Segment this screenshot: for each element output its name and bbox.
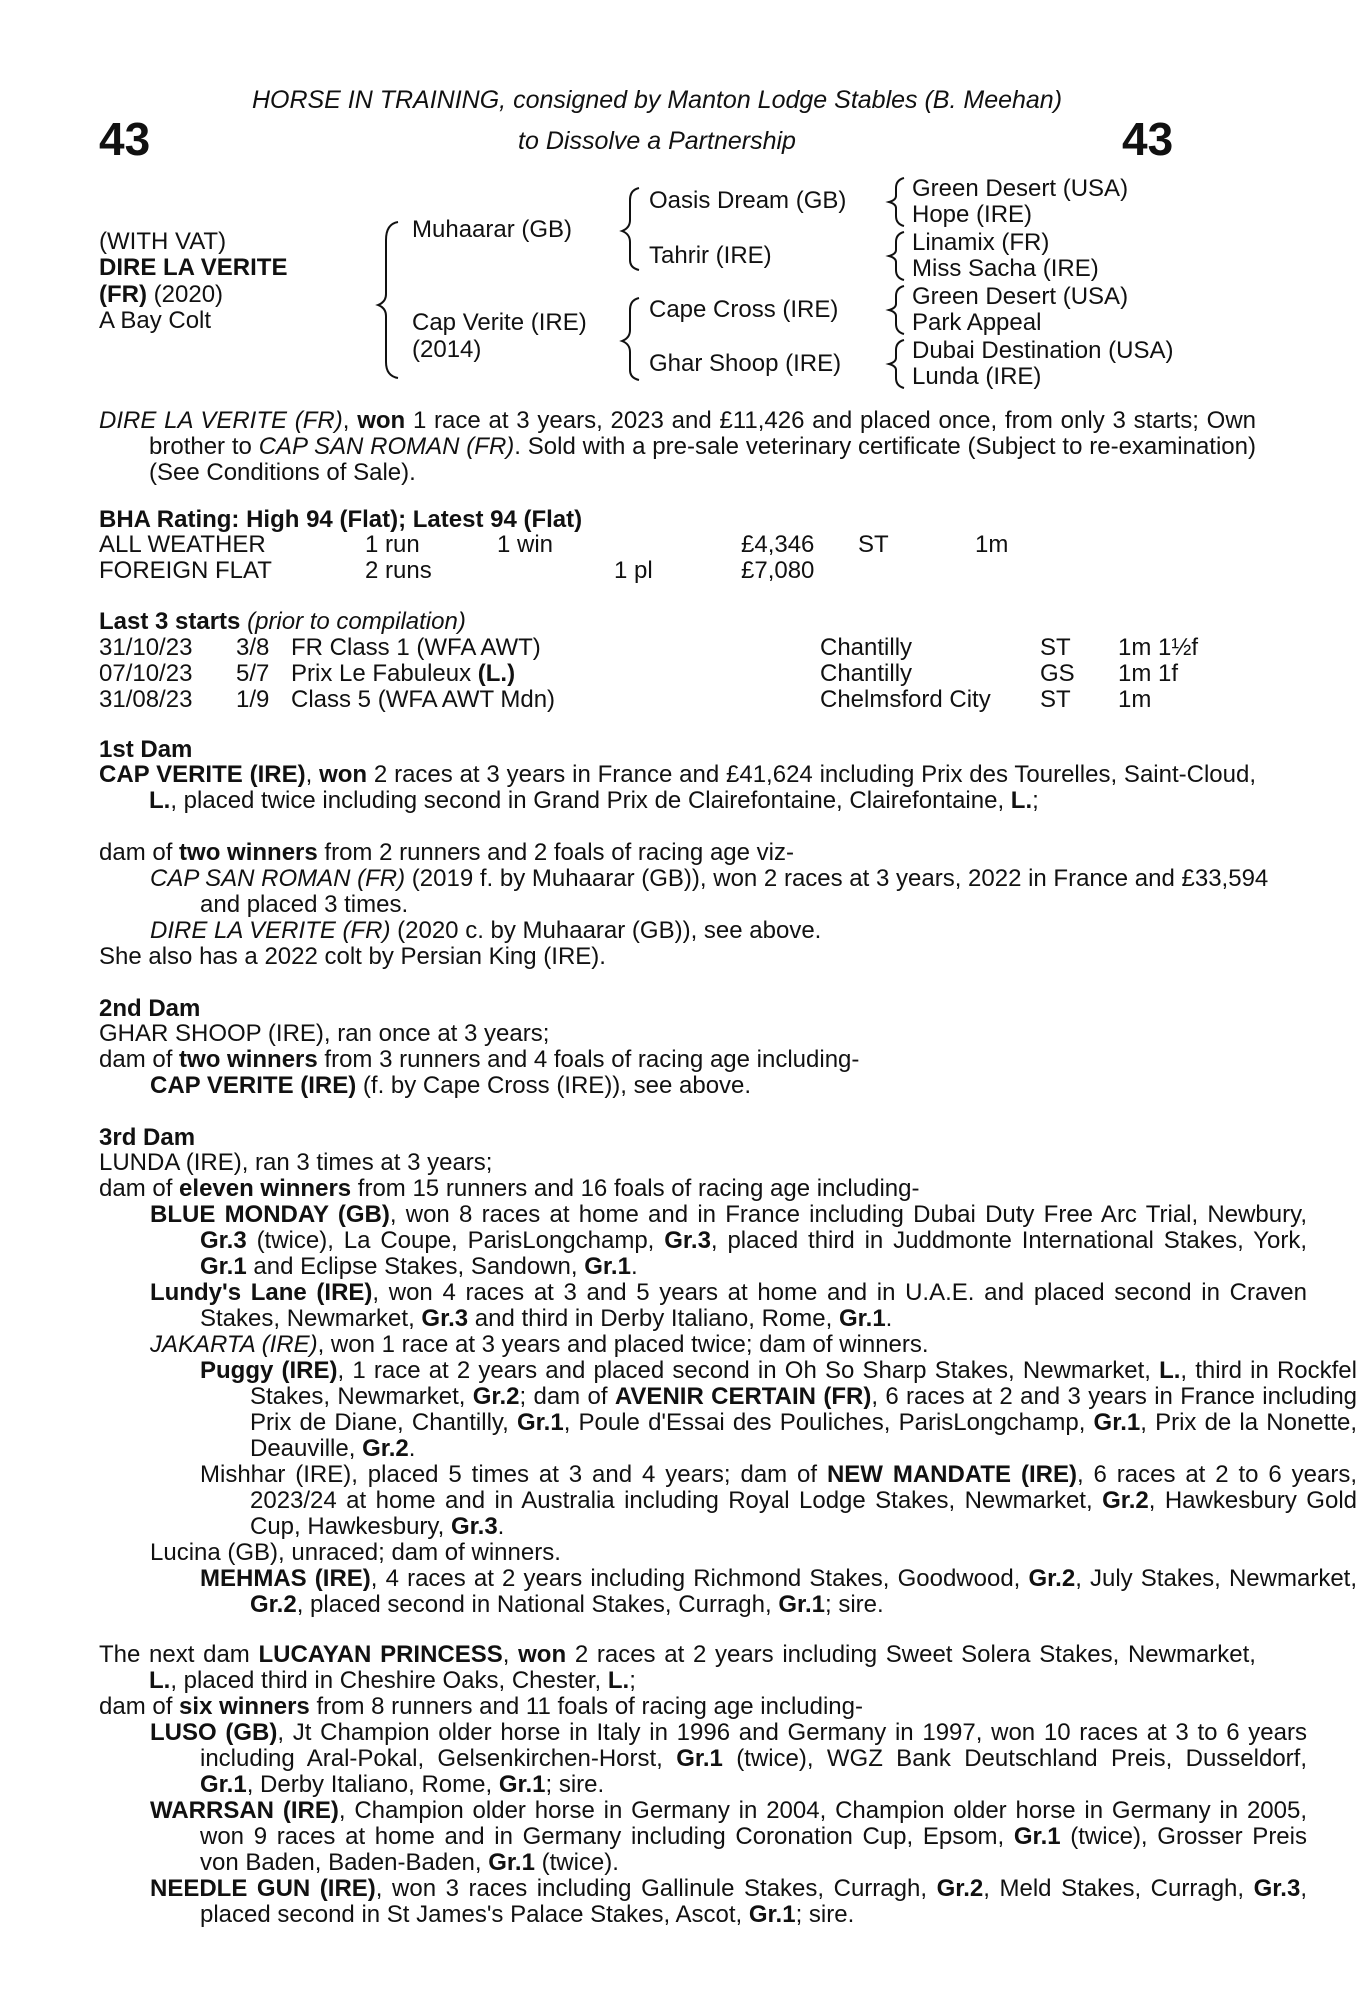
- start-position: 5/7: [236, 660, 270, 687]
- start-distance: 1m 1f: [1118, 660, 1179, 687]
- start-position: 1/9: [236, 686, 270, 713]
- header-subtitle: to Dissolve a Partnership: [518, 127, 796, 155]
- sire-dam-name: Tahrir (IRE): [649, 242, 772, 269]
- first-dam-record: CAP VERITE (IRE), won 2 races at 3 years in France and £41,624 including Prix des Tourelles, Saint-Cloud, L., placed twice including second in Grand Prix de Clairefontaine, Clairefontaine, L.;: [99, 761, 1257, 814]
- third-dam-heading: 3rd Dam: [99, 1124, 196, 1151]
- last-starts-title: Last 3 starts: [99, 608, 241, 635]
- second-dam-record: GHAR SHOOP (IRE), ran once at 3 years;: [99, 1020, 550, 1047]
- bha-runs: 1 run: [365, 531, 420, 558]
- bha-earnings: £4,346: [741, 531, 815, 558]
- next-dam-progeny: WARRSAN (IRE), Champion older horse in Germany in 2004, Champion older horse in Germany in 2005, won 9 races at home and in Germany including Coronation Cup, Epsom, Gr.1 (twice), Grosser Preis von Baden, Baden-Baden, Gr.1 (twice).: [150, 1797, 1308, 1876]
- sire-name: Muhaarar (GB): [412, 216, 573, 243]
- bha-placed: 1 pl: [614, 557, 653, 584]
- start-distance: 1m: [1118, 686, 1152, 713]
- granddaughter-progeny: Mishhar (IRE), placed 5 times at 3 and 4 years; dam of NEW MANDATE (IRE), 6 races at 2 to 6 years, 2023/24 at home and in Australia including Royal Lodge Stakes, Newmarket, Gr.2, Hawkesbury Gold Cup, Hawkesbury, Gr.3.: [200, 1461, 1357, 1540]
- bha-surface: ST: [858, 531, 889, 558]
- gen3-ancestor: Lunda (IRE): [912, 363, 1042, 390]
- bha-earnings: £7,080: [741, 557, 815, 584]
- sire-sire-name: Oasis Dream (GB): [649, 187, 847, 214]
- gen3-ancestor: Green Desert (USA): [912, 175, 1129, 202]
- bha-wins: 1 win: [497, 531, 554, 558]
- lot-number-left: 43: [99, 113, 151, 165]
- second-dam-progeny: CAP VERITE (IRE) (f. by Cape Cross (IRE)), see above.: [150, 1072, 752, 1099]
- third-dam-produce-summary: dam of eleven winners from 15 runners and 16 foals of racing age including-: [99, 1175, 920, 1202]
- first-dam-progeny: CAP SAN ROMAN (FR) (2019 f. by Muhaarar (GB)), won 2 races at 3 years, 2022 in France and £33,594 and placed 3 times.: [150, 865, 1269, 918]
- horse-country: (FR): [99, 281, 147, 308]
- granddaughter-progeny: MEHMAS (IRE), 4 races at 2 years including Richmond Stakes, Goodwood, Gr.2, July Stakes, Newmarket, Gr.2, placed second in National Stakes, Curragh, Gr.1; sire.: [200, 1565, 1357, 1618]
- gen3-ancestor: Linamix (FR): [912, 229, 1050, 256]
- dam-dam-name: Ghar Shoop (IRE): [649, 350, 842, 377]
- gen3-ancestor: Hope (IRE): [912, 201, 1033, 228]
- first-dam-progeny: DIRE LA VERITE (FR) (2020 c. by Muhaarar (GB)), see above.: [150, 917, 822, 944]
- first-dam-heading: 1st Dam: [99, 736, 193, 763]
- gen3-ancestor: Park Appeal: [912, 309, 1042, 336]
- start-course: Chelmsford City: [820, 686, 991, 713]
- first-dam-note: She also has a 2022 colt by Persian King (IRE).: [99, 943, 606, 970]
- bha-type: FOREIGN FLAT: [99, 557, 272, 584]
- next-dam-progeny: NEEDLE GUN (IRE), won 3 races including Gallinule Stakes, Curragh, Gr.2, Meld Stakes, Curragh, Gr.3, placed second in St James's Palace Stakes, Ascot, Gr.1; sire.: [150, 1875, 1307, 1928]
- gen3-ancestor: Dubai Destination (USA): [912, 337, 1174, 364]
- next-dam-progeny: LUSO (GB), Jt Champion older horse in Italy in 1996 and Germany in 1997, won 10 races at 3 to 6 years including Aral-Pokal, Gelsenkirchen-Horst, Gr.1 (twice), WGZ Bank Deutschland Preis, Dusseldorf, Gr.1, Derby Italiano, Rome, Gr.1; sire.: [150, 1719, 1308, 1798]
- start-race: Prix Le Fabuleux (L.): [291, 660, 516, 687]
- next-dam-record: The next dam LUCAYAN PRINCESS, won 2 races at 2 years including Sweet Solera Stakes, Newmarket, L., placed third in Cheshire Oaks, Chester, L.;: [99, 1641, 1256, 1694]
- header-consignor: HORSE IN TRAINING, consigned by Manton Lodge Stables (B. Meehan): [251, 86, 1063, 114]
- start-going: ST: [1040, 634, 1071, 661]
- intro-text-2: . Sold with a pre-sale veterinary certificate (Subject to re-examination) (See Conditions of Sale).: [149, 433, 1256, 486]
- start-position: 3/8: [236, 634, 270, 661]
- third-dam-record: LUNDA (IRE), ran 3 times at 3 years;: [99, 1149, 493, 1176]
- start-date: 31/10/23: [99, 634, 193, 661]
- start-race: Class 5 (WFA AWT Mdn): [291, 686, 556, 713]
- second-dam-produce-summary: dam of two winners from 3 runners and 4 foals of racing age including-: [99, 1046, 860, 1073]
- gen3-ancestor: Miss Sacha (IRE): [912, 255, 1099, 282]
- lot-number-right: 43: [1122, 113, 1174, 165]
- next-dam-produce-summary: dam of six winners from 8 runners and 11 foals of racing age including-: [99, 1693, 863, 1720]
- intro-text: 1 race at 3 years, 2023 and £11,426 and placed once, from only 3 starts; Own brother to: [149, 407, 1257, 460]
- start-going: GS: [1040, 660, 1075, 687]
- start-course: Chantilly: [820, 660, 913, 687]
- third-dam-progeny: Lucina (GB), unraced; dam of winners.: [150, 1539, 561, 1566]
- last-starts-heading: [99, 608, 466, 636]
- first-dam-produce-summary: dam of two winners from 2 runners and 2 foals of racing age viz-: [99, 839, 794, 866]
- horse-year: (2020): [146, 281, 224, 308]
- third-dam-progeny: JAKARTA (IRE), won 1 race at 3 years and placed twice; dam of winners.: [150, 1331, 929, 1358]
- third-dam-progeny: Lundy's Lane (IRE), won 4 races at 3 and 5 years at home and in U.A.E. and placed second in Craven Stakes, Newmarket, Gr.3 and third in Derby Italiano, Rome, Gr.1.: [150, 1279, 1307, 1332]
- intro-paragraph: DIRE LA VERITE (FR), won 1 race at 3 years, 2023 and £11,426 and placed once, from only 3 starts; Own brother to CAP SAN ROMAN (FR). Sold with a pre-sale veterinary certificate (Subject to re-examination) (See Conditions of Sale).: [99, 407, 1257, 486]
- won-label: won: [357, 407, 406, 434]
- start-date: 07/10/23: [99, 660, 193, 687]
- third-dam-progeny: BLUE MONDAY (GB), won 8 races at home and in France including Dubai Duty Free Arc Trial, Newbury, Gr.3 (twice), La Coupe, ParisLongchamp, Gr.3, placed third in Juddmonte International Stakes, York, Gr.1 and Eclipse Stakes, Sandown, Gr.1.: [150, 1201, 1308, 1280]
- dam-year: (2014): [412, 336, 482, 363]
- start-going: ST: [1040, 686, 1071, 713]
- horse-name-ref: DIRE LA VERITE (FR): [99, 407, 343, 434]
- gen3-ancestor: Green Desert (USA): [912, 283, 1129, 310]
- last-starts-note: (prior to compilation): [240, 608, 466, 635]
- second-dam-heading: 2nd Dam: [99, 995, 201, 1022]
- bha-type: ALL WEATHER: [99, 531, 266, 558]
- start-course: Chantilly: [820, 634, 913, 661]
- granddaughter-progeny: Puggy (IRE), 1 race at 2 years and placed second in Oh So Sharp Stakes, Newmarket, L., third in Rockfel Stakes, Newmarket, Gr.2; dam of AVENIR CERTAIN (FR), 6 races at 2 and 3 years in France including Prix de Diane, Chantilly, Gr.1, Poule d'Essai des Pouliches, ParisLongchamp, Gr.1, Prix de la Nonette, Deauville, Gr.2.: [200, 1357, 1357, 1462]
- horse-description: A Bay Colt: [99, 307, 212, 334]
- start-race: FR Class 1 (WFA AWT): [291, 634, 541, 661]
- bha-runs: 2 runs: [365, 557, 432, 584]
- bha-distance: 1m: [975, 531, 1009, 558]
- dam-sire-name: Cape Cross (IRE): [649, 296, 839, 323]
- start-date: 31/08/23: [99, 686, 193, 713]
- bha-rating-heading: BHA Rating: High 94 (Flat); Latest 94 (Flat): [99, 506, 583, 533]
- start-distance: 1m 1½f: [1118, 634, 1199, 661]
- horse-name: DIRE LA VERITE: [99, 254, 288, 281]
- vat-note: (WITH VAT): [99, 228, 227, 255]
- brother-name: CAP SAN ROMAN (FR): [258, 433, 515, 460]
- dam-name: Cap Verite (IRE): [412, 309, 587, 336]
